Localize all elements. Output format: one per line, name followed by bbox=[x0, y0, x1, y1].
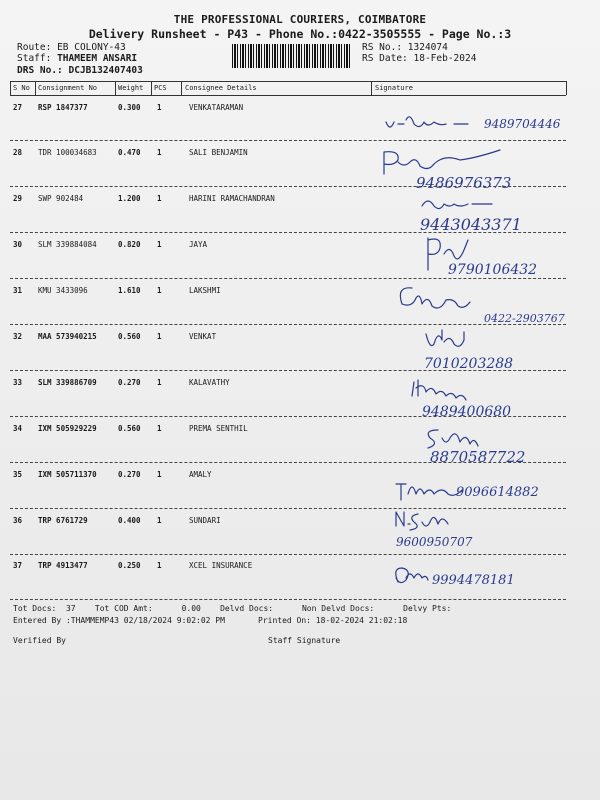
signature-row-35 bbox=[394, 474, 584, 510]
company-title: THE PROFESSIONAL COURIERS, COIMBATORE bbox=[173, 13, 427, 26]
row-sno: 30 bbox=[13, 240, 23, 249]
verified-by: Verified By bbox=[13, 636, 66, 645]
signature-phone: 9096614882 bbox=[456, 485, 539, 500]
rs-date-line bbox=[362, 53, 476, 64]
drs-value: DCJB132407403 bbox=[68, 65, 143, 76]
row-consignee: KALAVATHY bbox=[189, 378, 230, 387]
row-pcs: 1 bbox=[157, 286, 162, 295]
col-divider bbox=[10, 81, 11, 95]
row-weight: 1.610 bbox=[118, 286, 141, 295]
row-consignment: IXM 505711370 bbox=[38, 470, 97, 479]
route-line bbox=[17, 42, 126, 53]
row-sno: 31 bbox=[13, 286, 23, 295]
row-consignee: SUNDARI bbox=[189, 516, 221, 525]
signature-row-32 bbox=[422, 330, 572, 378]
row-pcs: 1 bbox=[157, 470, 162, 479]
row-consignee: AMALY bbox=[189, 470, 212, 479]
row-consignment: TRP 6761729 bbox=[38, 516, 88, 525]
row-sno: 36 bbox=[13, 516, 23, 525]
signature-row-31 bbox=[398, 284, 588, 334]
staff-value: THAMEEM ANSARI bbox=[57, 53, 138, 64]
row-sno: 32 bbox=[13, 332, 23, 341]
col-header-sno: S No bbox=[13, 84, 30, 92]
row-pcs: 1 bbox=[157, 332, 162, 341]
col-divider bbox=[371, 81, 372, 95]
signature-row-37 bbox=[392, 562, 552, 600]
row-consignment: SWP 902484 bbox=[38, 194, 84, 203]
staff-label: Staff: bbox=[17, 53, 52, 64]
row-divider bbox=[10, 554, 566, 555]
row-consignee: JAYA bbox=[189, 240, 208, 249]
rs-date-label: RS Date: bbox=[362, 53, 408, 64]
route-value: EB COLONY-43 bbox=[57, 42, 126, 53]
row-weight: 1.200 bbox=[118, 194, 141, 203]
col-header-signature: Signature bbox=[375, 84, 413, 92]
row-consignee: PREMA SENTHIL bbox=[189, 424, 248, 433]
row-sno: 34 bbox=[13, 424, 23, 433]
rs-date-value: 18-Feb-2024 bbox=[413, 53, 477, 64]
signature-row-27 bbox=[384, 110, 574, 144]
row-consignee: XCEL INSURANCE bbox=[189, 561, 253, 570]
row-pcs: 1 bbox=[157, 516, 162, 525]
row-sno: 35 bbox=[13, 470, 23, 479]
row-weight: 0.470 bbox=[118, 148, 141, 157]
runsheet-subtitle: Delivery Runsheet - P43 - Phone No.:0422-3505555 - Page No.:3 bbox=[88, 27, 512, 41]
rs-no-value: 1324074 bbox=[407, 42, 448, 53]
row-consignee: LAKSHMI bbox=[189, 286, 221, 295]
row-pcs: 1 bbox=[157, 148, 162, 157]
signature-phone: 9489704446 bbox=[484, 117, 561, 131]
signature-row-34 bbox=[424, 424, 584, 472]
drs-label: DRS No.: bbox=[17, 65, 63, 76]
col-header-consignee: Consignee Details bbox=[185, 84, 257, 92]
signature-row-28 bbox=[380, 148, 570, 198]
row-sno: 28 bbox=[13, 148, 23, 157]
signature-phone: 9489400680 bbox=[422, 404, 512, 420]
row-consignee: HARINI RAMACHANDRAN bbox=[189, 194, 275, 203]
signature-phone: 0422-2903767 bbox=[484, 312, 565, 325]
col-divider bbox=[151, 81, 152, 95]
row-sno: 27 bbox=[13, 103, 23, 112]
row-consignment: SLM 339884084 bbox=[38, 240, 97, 249]
signature-phone: 9486976373 bbox=[416, 174, 512, 192]
row-weight: 0.270 bbox=[118, 470, 141, 479]
rs-no-line bbox=[362, 42, 448, 53]
row-consignment: SLM 339886709 bbox=[38, 378, 97, 387]
row-weight: 0.270 bbox=[118, 378, 141, 387]
route-label: Route: bbox=[17, 42, 52, 53]
row-pcs: 1 bbox=[157, 378, 162, 387]
entered-by: Entered By :THAMMEMP43 02/18/2024 9:02:02 PM bbox=[13, 616, 225, 625]
col-divider bbox=[181, 81, 182, 95]
staff-signature-label: Staff Signature bbox=[268, 636, 341, 645]
printed-on: Printed On: 18-02-2024 21:02:18 bbox=[258, 616, 408, 625]
row-sno: 37 bbox=[13, 561, 23, 570]
barcode bbox=[232, 44, 350, 68]
drs-line bbox=[17, 65, 143, 76]
col-header-weight: Weight bbox=[118, 84, 144, 92]
row-pcs: 1 bbox=[157, 194, 162, 203]
signature-row-30 bbox=[422, 236, 572, 284]
row-consignment: IXM 505929229 bbox=[38, 424, 97, 433]
row-sno: 29 bbox=[13, 194, 23, 203]
signature-phone: 9600950707 bbox=[396, 535, 473, 549]
signature-phone: 8870587722 bbox=[430, 448, 526, 466]
row-pcs: 1 bbox=[157, 561, 162, 570]
signature-row-33 bbox=[408, 378, 568, 426]
col-header-pcs: PCS bbox=[154, 84, 167, 92]
row-consignment: RSP 1847377 bbox=[38, 103, 88, 112]
signature-row-36 bbox=[392, 508, 552, 554]
row-consignment: KMU 3433096 bbox=[38, 286, 88, 295]
col-header-consignment: Consignment No bbox=[38, 84, 98, 92]
row-weight: 0.560 bbox=[118, 424, 141, 433]
row-pcs: 1 bbox=[157, 103, 162, 112]
row-weight: 0.400 bbox=[118, 516, 141, 525]
row-sno: 33 bbox=[13, 378, 23, 387]
row-consignee: VENKATARAMAN bbox=[189, 103, 244, 112]
row-weight: 0.250 bbox=[118, 561, 141, 570]
row-weight: 0.300 bbox=[118, 103, 141, 112]
signature-phone: 7010203288 bbox=[424, 356, 514, 372]
row-consignment: MAA 573940215 bbox=[38, 332, 97, 341]
row-consignee: VENKAT bbox=[189, 332, 217, 341]
table-top-rule bbox=[10, 81, 566, 82]
row-weight: 0.560 bbox=[118, 332, 141, 341]
col-divider bbox=[566, 81, 567, 95]
row-consignment: TRP 4913477 bbox=[38, 561, 88, 570]
table-header-rule bbox=[10, 95, 566, 96]
signature-phone: 9790106432 bbox=[448, 262, 538, 278]
totals-line: Tot Docs: 37 Tot COD Amt: 0.00 Delvd Docs: Non Delvd Docs: Delvy Pts: bbox=[13, 604, 452, 613]
signature-phone: 9994478181 bbox=[432, 573, 515, 588]
row-pcs: 1 bbox=[157, 240, 162, 249]
row-consignment: TDR 100034683 bbox=[38, 148, 97, 157]
row-weight: 0.820 bbox=[118, 240, 141, 249]
col-divider bbox=[35, 81, 36, 95]
col-divider bbox=[115, 81, 116, 95]
staff-line bbox=[17, 53, 137, 64]
row-pcs: 1 bbox=[157, 424, 162, 433]
signature-phone: 9443043371 bbox=[420, 215, 522, 234]
rs-no-label: RS No.: bbox=[362, 42, 403, 53]
row-consignee: SALI BENJAMIN bbox=[189, 148, 248, 157]
